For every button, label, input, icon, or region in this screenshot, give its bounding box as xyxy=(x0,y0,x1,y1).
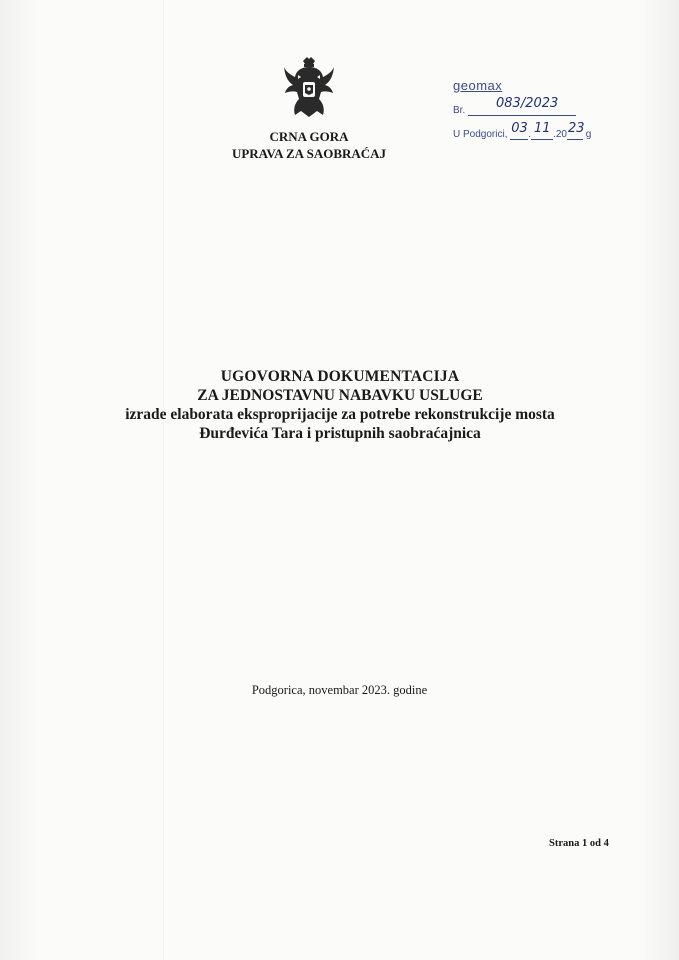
page-label: Strana xyxy=(549,838,580,849)
issuer-header xyxy=(200,128,418,162)
stamp-year-line xyxy=(567,121,585,140)
page-of: od xyxy=(589,838,601,849)
stamp-date-row: U Podgorici, 03 . 11 .20 23 g xyxy=(453,121,592,140)
stamp-date-prefix: U Podgorici, xyxy=(453,129,508,140)
page-number xyxy=(549,838,609,849)
country-name: CRNA GORA xyxy=(269,129,349,144)
coat-of-arms-icon xyxy=(283,55,335,119)
scan-shadow xyxy=(163,0,164,960)
stamp-date-suffix: g xyxy=(585,129,592,140)
handwritten-number: 083/2023 xyxy=(496,96,559,111)
agency-name: UPRAVA ZA SAOBRAĆAJ xyxy=(231,146,387,161)
stamp-company-name: geomax xyxy=(453,78,503,93)
handwritten-month: 11 xyxy=(534,121,551,136)
title-line-4: Đurđevića Tara i pristupnih saobraćajnica xyxy=(199,425,481,442)
handwritten-day: 03 xyxy=(511,121,528,136)
stamp-day-line xyxy=(510,121,528,140)
stamp-number-row xyxy=(453,96,576,116)
registry-stamp xyxy=(447,78,597,153)
stamp-number-line xyxy=(468,96,576,116)
title-line-2: ZA JEDNOSTAVNU NABAVKU USLUGE xyxy=(197,387,483,404)
title-line-1: UGOVORNA DOKUMENTACIJA xyxy=(220,368,460,385)
page-current: 1 xyxy=(581,838,588,849)
handwritten-year: 23 xyxy=(567,121,585,136)
place-and-date: Podgorica, novembar 2023. godine xyxy=(251,683,428,697)
stamp-year-prefix: 20 xyxy=(555,129,567,140)
stamp-month-line xyxy=(531,121,553,140)
document-title xyxy=(80,367,600,443)
title-line-3: izrade elaborata eksproprijacije za potrebe rekonstrukcije mosta xyxy=(125,406,555,423)
stamp-number-label: Br. xyxy=(453,105,466,116)
page-total: 4 xyxy=(603,838,609,849)
